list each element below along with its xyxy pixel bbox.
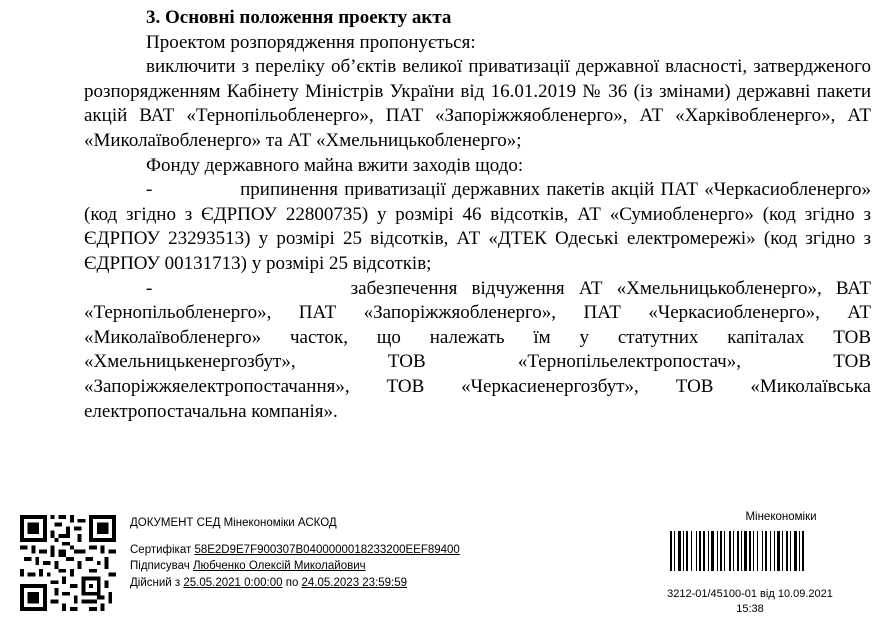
bullet-stop-privatization: - припинення приватизації державних пакетів акцій ПАТ «Черкасиобленерго» (код згідно з ЄДРПОУ 22800735) у розмірі 46 відсотків, АТ «Сумиобленерго» (код згідно з ЄДРПОУ 23293513) у розмірі 25 відсотків, АТ «ДТЕК Одеські електромережі» (код згідно з ЄДРПОУ 00131713) у розмірі 25 відсотків; — [84, 179, 871, 274]
signature-footer — [0, 505, 881, 629]
bullet-alienation: - забезпечення відчуження АТ «Хмельницькобленерго», ВАТ «Тернопільобленерго», ПАТ «Запоріжжяобленерго», ПАТ «Черкасиобленерго», АТ «Миколаївобленерго» часток, що належать їм у статутних капіталах ТОВ «Хмельницькенергозбут», ТОВ «Тернопільелектропостач», ТОВ «Запоріжжяелектропостачання», ТОВ «Черкасиенергозбут», ТОВ «Миколаївська електропостачальна компанія». — [84, 277, 871, 422]
signer-label: Підписувач — [130, 560, 193, 572]
validity-separator: по — [282, 576, 302, 589]
qr-code-icon — [20, 515, 116, 611]
registration-number: 3212-01/45100-01 від 10.09.2021 — [667, 588, 833, 600]
barcode-icon — [670, 531, 848, 571]
validity-label: Дійсний з — [130, 576, 184, 589]
certificate-line — [130, 542, 630, 559]
intro-paragraph: Проектом розпорядження пропонується: — [146, 31, 476, 53]
signer-line — [130, 558, 630, 575]
paragraph-property-fund: Фонду державного майна вжити заходів щодо: — [146, 154, 524, 176]
barcode-block — [666, 511, 856, 523]
registration-info — [640, 587, 860, 617]
certificate-value: 58E2D9E7F900307B0400000018233200EEF89400 — [194, 543, 460, 556]
validity-from: 25.05.2021 0:00:00 — [183, 576, 283, 589]
section-heading: 3. Основні положення проекту акта — [146, 7, 452, 28]
validity-line — [130, 575, 630, 592]
stamp-title: ДОКУМЕНТ СЕД Мінекономіки АСКОД — [130, 517, 337, 529]
validity-to: 24.05.2023 23:59:59 — [301, 576, 408, 589]
digital-signature-stamp — [130, 515, 630, 591]
registration-time: 15:38 — [736, 603, 764, 615]
signer-value: Любченко Олексій Миколайович — [193, 560, 366, 572]
document-body — [84, 6, 871, 424]
certificate-label: Сертифікат — [130, 543, 195, 556]
paragraph-exclude-list: виключити з переліку об’єктів великої приватизації державної власності, затвердженого розпорядженням Кабінету Міністрів України від 16.01.2019 № 36 (із змінами) державні пакети акцій ВАТ «Тернопільобленерго», ПАТ «Запоріжжяобленерго», АТ «Харківобленерго», АТ «Миколаївобленерго» та АТ «Хмельницькобленерго»; — [84, 56, 871, 151]
barcode-org-label: Мінекономіки — [745, 511, 817, 523]
